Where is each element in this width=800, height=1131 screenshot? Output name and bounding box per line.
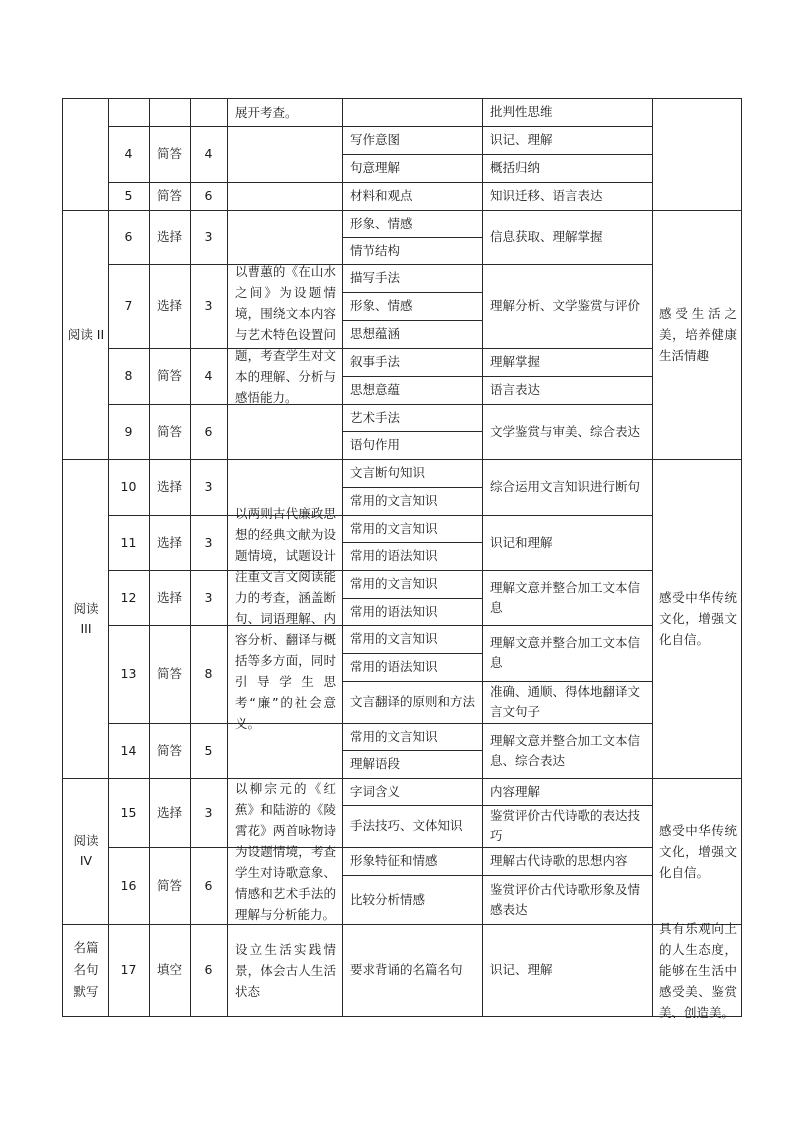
score-cell: 8 bbox=[204, 666, 213, 681]
question-number-cell: 4 bbox=[124, 146, 133, 161]
question-type-cell: 简答 bbox=[156, 188, 182, 203]
grid-line bbox=[62, 1016, 742, 1017]
question-type-cell: 简答 bbox=[156, 146, 182, 161]
question-type-cell: 简答 bbox=[156, 423, 182, 439]
question-type-cell: 选择 bbox=[156, 589, 182, 605]
question-type-cell: 简答 bbox=[156, 877, 182, 893]
score-cell: 4 bbox=[204, 146, 213, 161]
ability-cell: 识记、理解 bbox=[490, 132, 553, 147]
ability-cell: 批判性思维 bbox=[490, 104, 553, 119]
knowledge-point-cell: 常用的语法知识 bbox=[350, 603, 438, 619]
knowledge-point-cell: 描写手法 bbox=[350, 270, 401, 285]
question-type-cell: 选择 bbox=[156, 804, 182, 820]
knowledge-point-cell: 情节结构 bbox=[350, 242, 401, 258]
task-description-cell: 以两则古代廉政思想的经典文献为设题情境，试题设计注重文言文阅读能力的考查，涵盖断句、词语理解、内容分析、翻译与概括等多方面，同时引导学生思考“廉”的社会意义。 bbox=[235, 506, 336, 731]
question-number-cell: 5 bbox=[124, 188, 133, 203]
knowledge-point-cell: 常用的文言知识 bbox=[350, 493, 438, 508]
knowledge-point-cell: 字词含义 bbox=[350, 783, 401, 799]
knowledge-point-cell: 常用的语法知识 bbox=[350, 548, 438, 563]
ability-cell: 鉴赏评价古代诗歌形象及情感表达 bbox=[490, 881, 641, 917]
exam-specification-table bbox=[62, 98, 742, 1020]
question-number-cell: 16 bbox=[120, 877, 137, 893]
section-name-cell: 阅读 III bbox=[73, 600, 99, 636]
grid-line bbox=[62, 98, 63, 1017]
question-number-cell: 14 bbox=[120, 742, 137, 758]
knowledge-point-cell: 形象、情感 bbox=[350, 215, 413, 231]
task-description-cell: 以柳宗元的《红蕉》和陆游的《陵霄花》两首咏物诗为设题情境，考查学生对诗歌意象、情感和艺术手法的理解与分析能力。 bbox=[235, 780, 336, 922]
question-number-cell: 11 bbox=[120, 534, 137, 550]
knowledge-point-cell: 文言翻译的原则和方法 bbox=[350, 694, 476, 709]
section-name-cell: 阅读 II bbox=[67, 326, 105, 342]
question-number-cell: 10 bbox=[120, 479, 137, 494]
score-cell: 5 bbox=[204, 742, 213, 758]
ability-cell: 理解文意并整合加工文本信息 bbox=[490, 579, 641, 615]
knowledge-point-cell: 理解语段 bbox=[350, 756, 401, 771]
score-cell: 3 bbox=[204, 298, 213, 313]
ability-cell: 理解文意并整合加工文本信息 bbox=[490, 635, 641, 670]
knowledge-point-cell: 形象、情感 bbox=[350, 298, 413, 313]
knowledge-point-cell: 文言断句知识 bbox=[350, 465, 426, 480]
score-cell: 6 bbox=[204, 188, 213, 203]
ability-cell: 理解古代诗歌的思想内容 bbox=[490, 853, 628, 868]
score-cell: 3 bbox=[204, 479, 213, 494]
knowledge-point-cell: 艺术手法 bbox=[350, 409, 401, 425]
ability-cell: 理解分析、文学鉴赏与评价 bbox=[490, 298, 641, 313]
grid-line bbox=[741, 98, 742, 1017]
ability-cell: 综合运用文言知识进行断句 bbox=[490, 479, 641, 494]
ability-cell: 语言表达 bbox=[490, 382, 541, 397]
knowledge-point-cell: 常用的文言知识 bbox=[350, 728, 438, 744]
question-type-cell: 选择 bbox=[156, 534, 182, 550]
knowledge-point-cell: 思想蕴涵 bbox=[350, 326, 401, 341]
ability-cell: 鉴赏评价古代诗歌的表达技巧 bbox=[490, 808, 641, 843]
question-number-cell: 6 bbox=[124, 229, 133, 244]
section-name-cell: 名篇名句默写 bbox=[73, 940, 99, 999]
knowledge-point-cell: 语句作用 bbox=[350, 437, 401, 452]
value-cell: 具有乐观向上的人生态度，能够在生活中感受美、鉴赏美、创造美。 bbox=[659, 920, 737, 1020]
question-number-cell: 13 bbox=[120, 666, 137, 681]
ability-cell: 文学鉴赏与审美、综合表达 bbox=[490, 423, 641, 439]
knowledge-point-cell: 常用的文言知识 bbox=[350, 631, 438, 646]
task-description-cell: 展开考查。 bbox=[235, 105, 298, 120]
knowledge-point-cell: 句意理解 bbox=[350, 160, 401, 175]
ability-cell: 知识迁移、语言表达 bbox=[490, 188, 603, 203]
question-number-cell: 15 bbox=[120, 804, 137, 820]
score-cell: 6 bbox=[204, 423, 213, 439]
question-type-cell: 简答 bbox=[156, 666, 182, 681]
score-cell: 6 bbox=[204, 877, 213, 893]
knowledge-point-cell: 常用的文言知识 bbox=[350, 576, 438, 591]
question-type-cell: 选择 bbox=[156, 298, 182, 313]
knowledge-point-cell: 叙事手法 bbox=[350, 354, 401, 369]
knowledge-point-cell: 常用的语法知识 bbox=[350, 659, 438, 674]
question-type-cell: 简答 bbox=[156, 368, 182, 383]
question-number-cell: 17 bbox=[120, 962, 137, 977]
ability-cell: 信息获取、理解掌握 bbox=[490, 229, 603, 244]
knowledge-point-cell: 材料和观点 bbox=[350, 188, 413, 203]
task-description-cell: 以曹蕙的《在山水之间》为设题情境，围绕文本内容与艺术特色设置问题，考查学生对文本的理解、分析与感悟能力。 bbox=[235, 264, 336, 405]
knowledge-point-cell: 思想意蕴 bbox=[350, 382, 401, 397]
question-type-cell: 选择 bbox=[156, 479, 182, 494]
ability-cell: 内容理解 bbox=[490, 783, 541, 799]
value-cell: 感受中华传统文化，增强文化自信。 bbox=[659, 590, 737, 647]
ability-cell: 识记和理解 bbox=[490, 534, 553, 550]
section-name-cell: 阅读 IV bbox=[73, 833, 99, 868]
question-number-cell: 7 bbox=[124, 298, 133, 313]
score-cell: 3 bbox=[204, 229, 213, 244]
knowledge-point-cell: 要求背诵的名篇名句 bbox=[350, 962, 463, 977]
question-type-cell: 填空 bbox=[156, 962, 182, 977]
value-cell: 感受中华传统文化，增强文化自信。 bbox=[659, 822, 737, 880]
score-cell: 3 bbox=[204, 534, 213, 550]
question-number-cell: 9 bbox=[124, 423, 133, 439]
knowledge-point-cell: 手法技巧、文体知识 bbox=[350, 818, 463, 833]
score-cell: 3 bbox=[204, 589, 213, 605]
score-cell: 3 bbox=[204, 804, 213, 820]
score-cell: 4 bbox=[204, 368, 213, 383]
knowledge-point-cell: 写作意图 bbox=[350, 132, 401, 147]
value-cell: 感受生活之美，培养健康生活情趣 bbox=[659, 306, 737, 363]
ability-cell: 识记、理解 bbox=[490, 962, 553, 977]
ability-cell: 概括归纳 bbox=[490, 160, 541, 175]
question-type-cell: 选择 bbox=[156, 229, 182, 244]
question-number-cell: 8 bbox=[124, 368, 133, 383]
question-number-cell: 12 bbox=[120, 589, 137, 605]
knowledge-point-cell: 常用的文言知识 bbox=[350, 520, 438, 536]
ability-cell: 理解掌握 bbox=[490, 354, 541, 369]
question-type-cell: 简答 bbox=[156, 742, 182, 758]
ability-cell: 准确、通顺、得体地翻译文言文句子 bbox=[490, 684, 641, 719]
ability-cell: 理解文意并整合加工文本信息、综合表达 bbox=[490, 732, 641, 768]
knowledge-point-cell: 形象特征和情感 bbox=[350, 853, 438, 868]
knowledge-point-cell: 比较分析情感 bbox=[350, 891, 426, 907]
task-description-cell: 设立生活实践情景，体会古人生活状态 bbox=[235, 941, 336, 999]
score-cell: 6 bbox=[204, 962, 213, 977]
